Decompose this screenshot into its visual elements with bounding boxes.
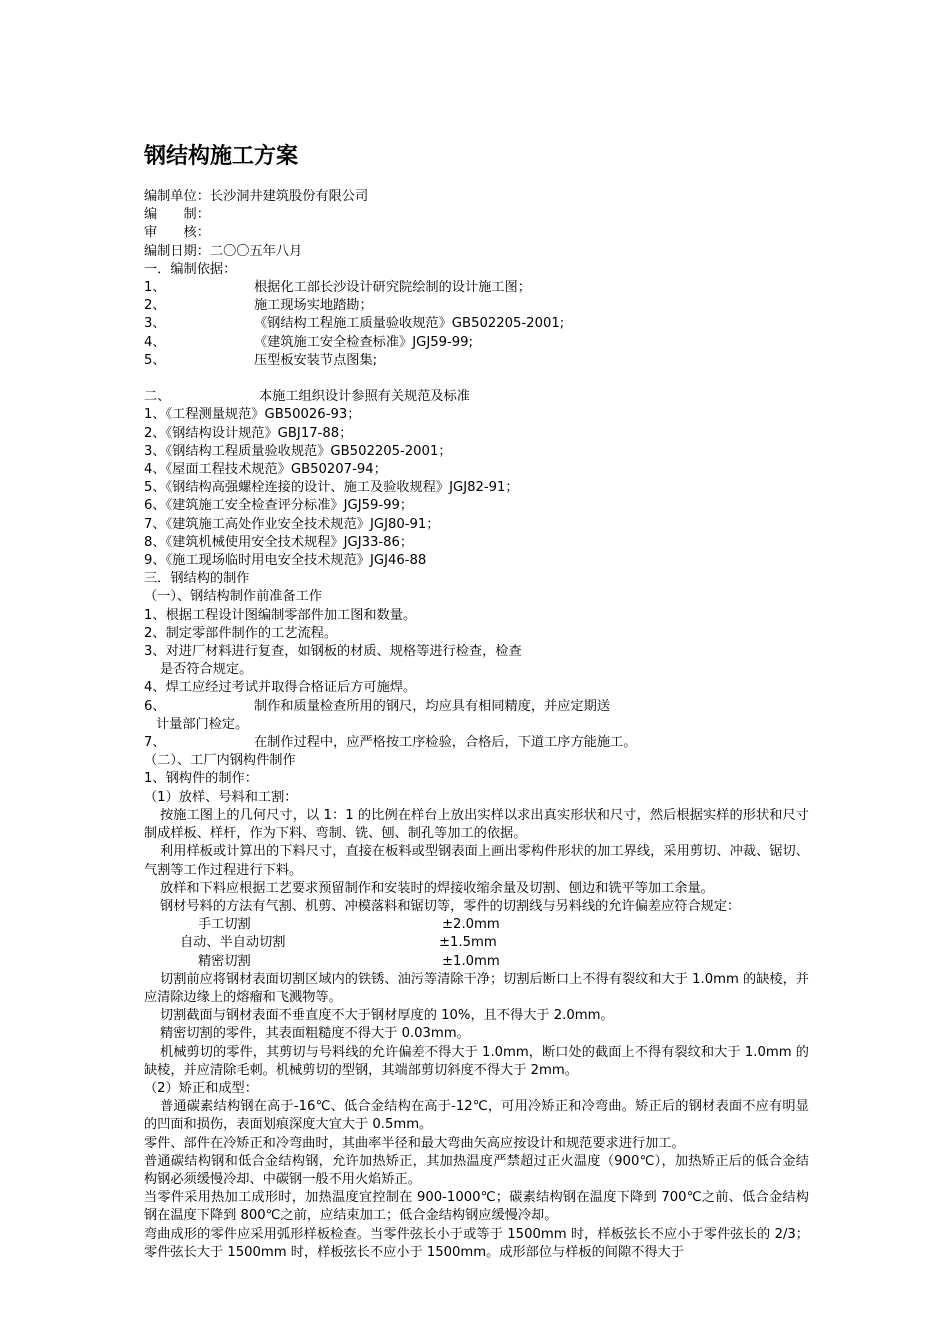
list-item: 3、《钢结构工程质量验收规范》GB502205-2001； bbox=[144, 443, 452, 459]
list-item bbox=[144, 297, 809, 315]
paragraph: 普通碳结构钢和低合金结构钢，允许加热矫正，其加热温度严禁超过正火温度（900℃），加热矫正后的低合金结构钢必须缓慢冷却、中碳钢一般不用火焰矫正。 bbox=[144, 1153, 809, 1187]
paragraph: 零件、部件在冷矫正和冷弯曲时，其曲率半径和最大弯曲矢高应按设计和规范要求进行加工。 bbox=[144, 1135, 685, 1151]
paragraph: 切割前应将钢材表面切割区域内的铁锈、油污等清除干净；切割后断口上不得有裂纹和大于 1.0mm 的缺棱，并应清除边缘上的熔瘤和飞溅物等。 bbox=[144, 971, 809, 1005]
tolerance-row bbox=[144, 916, 809, 934]
list-item: 4、焊工应经过考试并取得合格证后方可施焊。 bbox=[144, 680, 417, 696]
item-text: 施工现场实地踏勘； bbox=[254, 298, 373, 314]
tolerance-value: ±2.0mm bbox=[442, 917, 500, 933]
list-item bbox=[144, 352, 809, 370]
list-item: 5、《钢结构高强螺栓连接的设计、施工及验收规程》JGJ82-91； bbox=[144, 480, 519, 496]
subsection-heading: （2）矫正和成型： bbox=[144, 1080, 258, 1096]
paragraph: 机械剪切的零件，其剪切与号料线的允许偏差不得大于 1.0mm，断口处的截面上不得有裂纹和大于 1.0mm 的缺棱，并应清除毛刺。机械剪切的型钢，其端部剪切斜度不得大于 2mm。 bbox=[144, 1044, 809, 1078]
tolerance-value: ±1.0mm bbox=[442, 953, 500, 969]
section-2-heading-text: 本施工组织设计参照有关规范及标准 bbox=[259, 389, 470, 405]
item-text: 《钢结构工程施工质量验收规范》GB502205-2001; bbox=[254, 316, 565, 332]
item-number: 二、 bbox=[144, 389, 171, 405]
list-item-continuation: 是否符合规定。 bbox=[160, 662, 253, 678]
tolerance-label: 手工切割 bbox=[198, 917, 251, 933]
paragraph: 切割截面与钢材表面不垂直度不大于钢材厚度的 10%，且不得大于 2.0mm。 bbox=[160, 1008, 614, 1024]
list-item: 2、《钢结构设计规范》GBJ17-88； bbox=[144, 425, 353, 441]
paragraph: 钢材号料的方法有气割、机剪、冲模落料和锯切等，零件的切割线与另料线的允许偏差应符合规定： bbox=[160, 898, 741, 914]
meta-unit: 编制单位：长沙洞井建筑股份有限公司 bbox=[144, 189, 369, 204]
paragraph: 利用样板或计算出的下料尺寸，直接在板料或型钢表面上画出零构件形状的加工界线，采用剪切、冲裁、锯切、气割等工作过程进行下料。 bbox=[144, 844, 809, 878]
tolerance-label: 精密切割 bbox=[198, 953, 251, 969]
list-item: 1、根据工程设计图编制零部件加工图和数量。 bbox=[144, 607, 417, 623]
tolerance-row bbox=[144, 953, 809, 971]
meta-editor: 编 制： bbox=[144, 207, 210, 223]
tolerance-label: 自动、半自动切割 bbox=[180, 935, 286, 951]
paragraph: 精密切割的零件，其表面粗糙度不得大于 0.03mm。 bbox=[160, 1026, 470, 1042]
list-item: 1、《工程测量规范》GB50026-93； bbox=[144, 407, 361, 423]
subsection-heading: 1、钢构件的制作： bbox=[144, 771, 258, 787]
item-number: 3、 bbox=[144, 316, 166, 332]
item-text: 制作和质量检查所用的钢尺，均应具有相同精度，并应定期送 bbox=[254, 698, 611, 714]
item-number: 7、 bbox=[144, 735, 166, 751]
item-text: 在制作过程中，应严格按工序检验，合格后，下道工序方能施工。 bbox=[254, 735, 637, 751]
tolerance-value: ±1.5mm bbox=[439, 935, 497, 951]
section-2-heading bbox=[144, 388, 809, 406]
list-item: 4、《屋面工程技术规范》GB50207-94； bbox=[144, 462, 387, 478]
list-item: 3、对进厂材料进行复查，如钢板的材质、规格等进行检查，检查 bbox=[144, 644, 522, 660]
paragraph: 普通碳素结构钢在高于-16℃、低合金结构在高于-12℃，可用冷矫正和冷弯曲。矫正后的钢材表面不应有明显的凹面和损伤，表面划痕深度大宜大于 0.5mm。 bbox=[144, 1099, 809, 1133]
list-item bbox=[144, 698, 809, 716]
subsection-heading: （1）放样、号料和工割： bbox=[144, 789, 298, 805]
paragraph: 放样和下料应根据工艺要求预留制作和安装时的焊接收缩余量及切割、刨边和铣平等加工余量。 bbox=[160, 880, 714, 896]
meta-date: 编制日期：二〇〇五年八月 bbox=[144, 243, 303, 259]
item-text: 压型板安装节点图集; bbox=[254, 352, 378, 368]
list-item bbox=[144, 334, 809, 352]
section-3-heading: 三．钢结构的制作 bbox=[144, 571, 250, 587]
list-item: 8、《建筑机械使用安全技术规程》JGJ33-86； bbox=[144, 534, 414, 550]
item-text: 根据化工部长沙设计研究院绘制的设计施工图； bbox=[254, 280, 531, 296]
item-number: 4、 bbox=[144, 334, 166, 350]
item-number: 6、 bbox=[144, 698, 166, 714]
item-text: 《建筑施工安全检查标准》JGJ59-99; bbox=[254, 334, 474, 350]
subsection-heading: （一）、钢结构制作前准备工作 bbox=[144, 589, 323, 605]
spacer bbox=[144, 370, 809, 388]
list-item bbox=[144, 315, 809, 333]
item-number: 1、 bbox=[144, 280, 166, 296]
list-item: 2、制定零部件制作的工艺流程。 bbox=[144, 625, 338, 641]
paragraph: 当零件采用热加工成形时，加热温度宜控制在 900-1000℃；碳素结构钢在温度下降到 700℃之前、低合金结构钢在温度下降到 800℃之前，应结束加工；低合金结构钢应缓慢冷却。 bbox=[144, 1190, 809, 1224]
meta-reviewer: 审 核： bbox=[144, 225, 210, 241]
tolerance-row bbox=[144, 934, 809, 952]
paragraph: 弯曲成形的零件应采用弧形样板检查。当零件弦长小于或等于 1500mm 时，样板弦长不应小于零件弦长的 2/3；零件弦长大于 1500mm 时，样板弦长不应小于 1500mm。成形部位与样板的间隙不得大于 bbox=[144, 1226, 809, 1260]
paragraph: 按施工图上的几何尺寸，以 1：1 的比例在样台上放出实样以求出真实形状和尺寸，然后根据实样的形状和尺寸制成样板、样杆，作为下料、弯制、铣、刨、制孔等加工的依据。 bbox=[144, 807, 809, 842]
list-item bbox=[144, 734, 809, 752]
list-item: 7、《建筑施工高处作业安全技术规范》JGJ80-91； bbox=[144, 516, 440, 532]
section-1-heading: 一．编制依据： bbox=[144, 261, 237, 277]
list-item: 6、《建筑施工安全检查评分标准》JGJ59-99； bbox=[144, 498, 414, 514]
document-title: 钢结构施工方案 bbox=[144, 144, 299, 169]
list-item-continuation: 计量部门检定。 bbox=[156, 716, 249, 732]
item-number: 2、 bbox=[144, 298, 166, 314]
subsection-heading: （二）、工厂内钢构件制作 bbox=[144, 753, 296, 769]
list-item: 9、《施工现场临时用电安全技术规范》JGJ46-88 bbox=[144, 553, 427, 569]
list-item bbox=[144, 279, 809, 297]
item-number: 5、 bbox=[144, 352, 166, 368]
document-body bbox=[144, 142, 809, 1262]
